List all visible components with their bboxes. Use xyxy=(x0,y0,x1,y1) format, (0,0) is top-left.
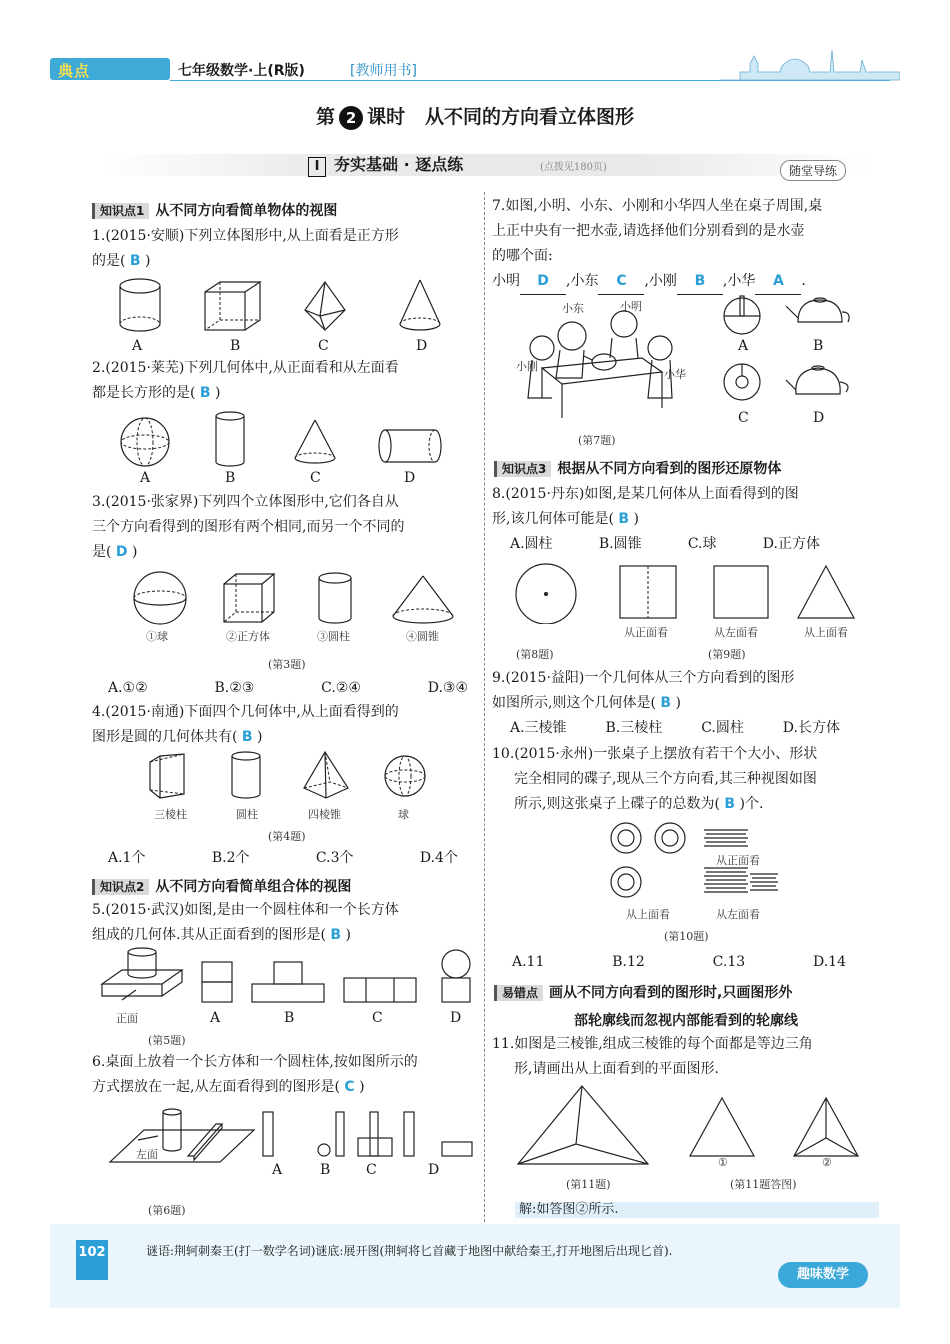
q3-choices: A.①② B.②③ C.②④ D.③④ xyxy=(108,680,468,696)
q5-figures xyxy=(100,946,480,1008)
q9-choices: A.三棱锥 B.三棱柱 C.圆柱 D.长方体 xyxy=(510,720,840,736)
section-band xyxy=(100,154,870,176)
kettle-views xyxy=(712,290,872,414)
q5-label-a: A xyxy=(210,1010,221,1026)
q2-label-b: B xyxy=(225,470,236,486)
riddle: 谜语:荆轲刺秦王(打一数学名词)谜底:展开图(荆轲将匕首藏于地图中献给秦王,打开地图后出现匕首). xyxy=(146,1244,673,1258)
q6-caption: (第6题) xyxy=(148,1204,186,1217)
q5-label-c: C xyxy=(372,1010,383,1026)
q1-label-b: B xyxy=(230,338,241,354)
q4-figures xyxy=(140,750,440,802)
q10-view-front: 从正面看 xyxy=(716,854,760,867)
kp2-heading: 知识点2 从不同方向看简单组合体的视图 xyxy=(92,876,351,896)
question-6: 6.桌面上放着一个长方体和一个圆柱体,按如图所示的 方式摆放在一起,从左面看得到的图形是( C ) xyxy=(92,1054,418,1095)
q1-label-c: C xyxy=(318,338,329,354)
kp3-heading: 知识点3 根据从不同方向看到的图形还原物体 xyxy=(494,458,781,478)
q11-caption: (第11题) xyxy=(566,1178,611,1191)
logo: 典点 xyxy=(58,62,91,80)
answer-9: B xyxy=(660,695,672,711)
q2-label-d: D xyxy=(404,470,416,486)
q4-label-2: 圆柱 xyxy=(236,808,258,821)
skyline-illustration xyxy=(720,44,900,84)
section-title: I 夯实基础 · 逐点练 xyxy=(308,152,463,177)
section-label: 随堂导练 xyxy=(780,160,846,181)
q5-caption: (第5题) xyxy=(148,1034,186,1047)
q9-caption: (第9题) xyxy=(708,648,746,661)
question-4: 4.(2015·南通)下面四个几何体中,从上面看得到的 图形是圆的几何体共有( B ) xyxy=(92,704,399,745)
q1-figures xyxy=(100,276,470,356)
q7-name-xiaoming: 小明 xyxy=(620,300,642,313)
q7-caption: (第7题) xyxy=(578,434,616,447)
q5-front-label: 正面 xyxy=(116,1012,138,1025)
q10-view-left: 从左面看 xyxy=(716,908,760,921)
lesson-title: 第 2 课时 从不同的方向看立体图形 xyxy=(316,106,634,128)
q6-label-a: A xyxy=(272,1162,283,1178)
q3-label-4: ④圆锥 xyxy=(406,630,439,643)
q8-choices: A.圆柱 B.圆锥 C.球 D.正方体 xyxy=(510,536,820,552)
q8-q9-figures xyxy=(506,562,876,624)
q9-view-front: 从正面看 xyxy=(624,626,668,639)
q11-label-2: ② xyxy=(822,1156,832,1169)
q4-label-1: 三棱柱 xyxy=(154,808,187,821)
q8-caption: (第8题) xyxy=(516,648,554,661)
answer-10: B xyxy=(724,796,736,812)
q10-view-top: 从上面看 xyxy=(626,908,670,921)
answer-1: B xyxy=(129,253,141,269)
section-hint: (点拨见180页) xyxy=(540,162,607,173)
question-8: 8.(2015·丹东)如图,是某几何体从上面看得到的图 形,该几何体可能是( B ) xyxy=(492,486,799,527)
q2-label-a: A xyxy=(140,470,151,486)
page-number: 102 xyxy=(76,1240,108,1280)
q10-caption: (第10题) xyxy=(664,930,709,943)
q6-label-c: C xyxy=(366,1162,377,1178)
fun-math-badge: 趣味数学 xyxy=(778,1262,868,1288)
kp1-heading: 知识点1 从不同方向看简单物体的视图 xyxy=(92,200,337,220)
q1-label-d: D xyxy=(416,338,428,354)
q11-label-1: ① xyxy=(718,1156,728,1169)
q5-label-d: D xyxy=(450,1010,462,1026)
q5-label-b: B xyxy=(284,1010,295,1026)
q7-label-d: D xyxy=(813,410,825,426)
answer-2: B xyxy=(199,385,211,401)
answer-4: B xyxy=(241,729,253,745)
q1-label-a: A xyxy=(132,338,143,354)
q9-view-left: 从左面看 xyxy=(714,626,758,639)
question-7: 7.如图,小明、小东、小刚和小华四人坐在桌子周围,桌 上正中央有一把水壶,请选择他们分别看到的是水壶 的哪个面: 小明 D ,小东 C ,小刚 B ,小华 A . xyxy=(492,194,882,295)
q4-label-4: 球 xyxy=(398,808,409,821)
footer-band xyxy=(50,1224,900,1308)
question-1: 1.(2015·安顺)下列立体图形中,从上面看是正方形 的是( B ) xyxy=(92,228,399,269)
q3-figures xyxy=(120,570,460,626)
question-11: 11.如图是三棱锥,组成三棱锥的每个面都是等边三角 形,请画出从上面看到的平面图形. xyxy=(492,1036,813,1077)
q6-left-label: 左面 xyxy=(136,1148,158,1161)
q7-label-a: A xyxy=(738,338,749,354)
q7-name-xiaodong: 小东 xyxy=(562,302,584,315)
q2-label-c: C xyxy=(310,470,321,486)
q7-label-c: C xyxy=(738,410,749,426)
q2-figures xyxy=(110,410,460,472)
q6-label-b: B xyxy=(320,1162,331,1178)
q3-label-2: ②正方体 xyxy=(226,630,270,643)
question-5: 5.(2015·武汉)如图,是由一个圆柱体和一个长方体 组成的几何体.其从正面看到的图形是( B ) xyxy=(92,902,399,943)
q3-caption: (第3题) xyxy=(268,658,306,671)
q7-name-xiaogang: 小刚 xyxy=(516,360,538,373)
q6-label-d: D xyxy=(428,1162,440,1178)
q4-label-3: 四棱锥 xyxy=(308,808,341,821)
question-9: 9.(2015·益阳)一个几何体从三个方向看到的图形 如图所示,则这个几何体是( B ) xyxy=(492,670,795,711)
q11-figures xyxy=(516,1084,862,1170)
q3-label-1: ①球 xyxy=(146,630,168,643)
book-tag: [教师用书] xyxy=(350,63,417,79)
answer-8: B xyxy=(618,511,630,527)
q10-choices: A.11 B.12 C.13 D.14 xyxy=(512,954,846,970)
answer-3: D xyxy=(115,544,128,560)
lesson-number: 2 xyxy=(339,106,363,130)
question-3: 3.(2015·张家界)下列四个立体图形中,它们各自从 三个方向看得到的图形有两个相同,而另一个不同的 是( D ) xyxy=(92,494,405,560)
q9-view-top: 从上面看 xyxy=(804,626,848,639)
q11-answer-caption: (第11题答图) xyxy=(730,1178,797,1191)
answer-6: C xyxy=(344,1079,355,1095)
q3-label-3: ③圆柱 xyxy=(317,630,350,643)
q10-figures xyxy=(600,818,790,908)
q6-figures xyxy=(108,1102,478,1166)
book-title: 七年级数学·上(R版) xyxy=(178,63,305,79)
question-10: 10.(2015·永州)一张桌子上摆放有若干个大小、形状 完全相同的碟子,现从三个方向看,其三种视图如图 所示,则这张桌子上碟子的总数为( B )个. xyxy=(492,746,818,812)
error-note: 易错点 画从不同方向看到的图形时,只画图形外 部轮廓线而忽视内部能看到的轮廓线 xyxy=(494,982,882,1030)
q11-solution: 解:如答图②所示. xyxy=(515,1202,879,1218)
q4-caption: (第4题) xyxy=(268,830,306,843)
column-divider xyxy=(484,192,485,1222)
answer-5: B xyxy=(330,927,342,943)
q7-name-xiaohua: 小华 xyxy=(664,368,686,381)
q4-choices: A.1个 B.2个 C.3个 D.4个 xyxy=(108,850,458,866)
question-2: 2.(2015·莱芜)下列几何体中,从正面看和从左面看 都是长方形的是( B ) xyxy=(92,360,399,401)
q7-label-b: B xyxy=(813,338,824,354)
